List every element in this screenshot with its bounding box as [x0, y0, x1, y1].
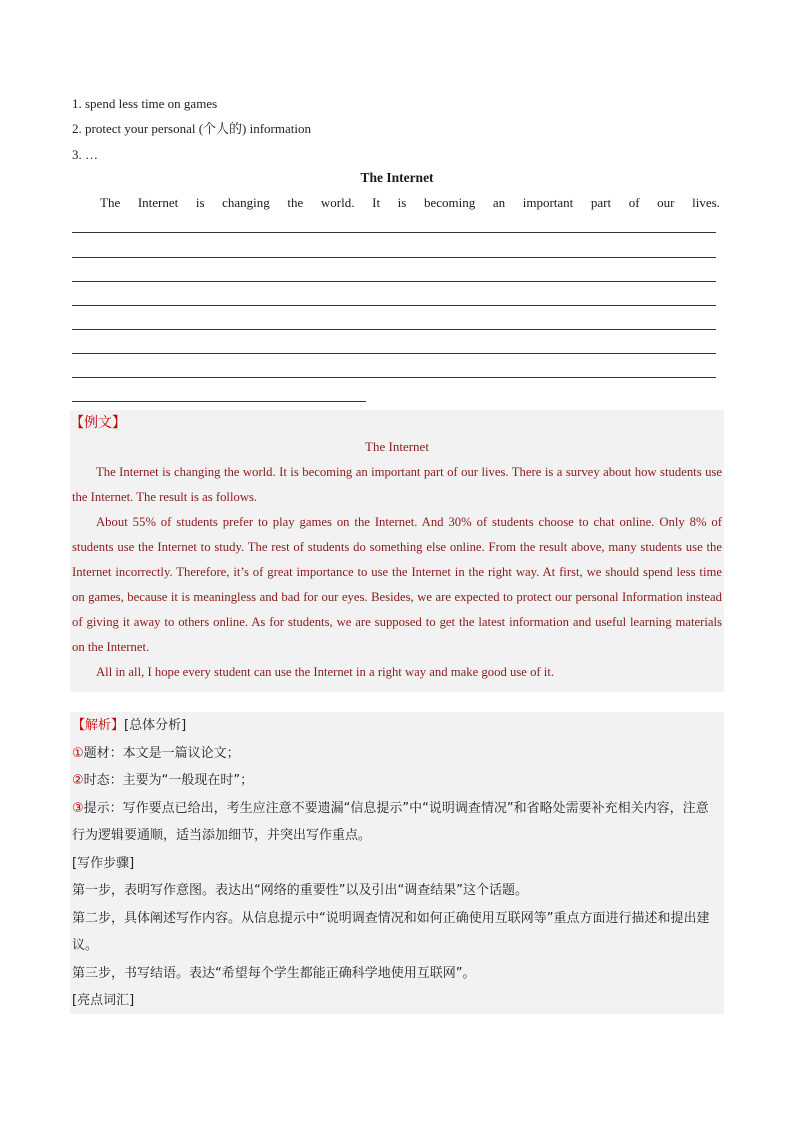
essay-word: an: [492, 195, 506, 210]
writing-line: [72, 353, 716, 354]
essay-word: our: [657, 195, 675, 210]
analysis-heading-row: [70, 712, 724, 740]
point-text: 提示：写作要点已给出，考生应注意不要遗漏“信息提示”中“说明调查情况”和省略处需要补充相关内容，注意行为逻辑要通顺，适当添加细节，并突出写作重点。: [72, 800, 709, 843]
writing-steps-heading: [写作步骤]: [72, 855, 135, 871]
hint-item-3: 3. …: [72, 147, 98, 162]
point-text: 时态：主要为“一般现在时”；: [83, 773, 254, 788]
sample-paragraph-1: The Internet is changing the world. It is becoming an important part of our lives. There is a survey about how students use the Internet. The result is as follows.: [72, 465, 722, 504]
writing-line: [72, 377, 716, 378]
essay-word: world.: [320, 195, 355, 210]
analysis-point-1: [70, 740, 724, 768]
point-marker: ③: [72, 800, 84, 816]
essay-title: The Internet: [360, 170, 434, 185]
sample-heading: 【例文】: [70, 415, 126, 431]
hint-item-2: 2. protect your personal (个人的) information: [72, 121, 311, 136]
essay-first-line: [100, 195, 720, 211]
sample-title: The Internet: [365, 439, 429, 454]
essay-word: is: [195, 195, 205, 210]
overall-analysis-label: [总体分析]: [124, 718, 187, 733]
sample-paragraph-2: About 55% of students prefer to play games on the Internet. And 30% of students choose to chat online. Only 8% of students use the Internet to study. The rest of students do something else online. From the result above, many students use the Internet incorrectly. Therefore, it’s of great importance to use the Internet in the right way. At first, we should spend less time on games, because it is meaningless and bad for our eyes. Besides, we are expected to protect our personal Information instead of giving it away to others online. As for students, we are supposed to get the latest information and useful learning materials on the Internet.: [72, 515, 722, 654]
vocab-heading: [亮点词汇]: [72, 993, 135, 1008]
essay-word: It: [372, 195, 381, 210]
essay-word: of: [628, 195, 640, 210]
point-marker: ②: [72, 773, 84, 788]
writing-step-2: 第二步，具体阐述写作内容。从信息提示中“说明调查情况和如何正确使用互联网等”重点方面进行描述和提出建议。: [72, 910, 710, 953]
writing-line: [72, 401, 366, 402]
essay-word: the: [287, 195, 304, 210]
analysis-heading: 【解析】: [72, 718, 125, 733]
sample-body: [72, 460, 722, 685]
writing-step-1: 第一步，表明写作意图。表达出“网络的重要性”以及引出“调查结果”这个话题。: [72, 883, 528, 898]
essay-word: is: [397, 195, 407, 210]
sample-essay-block: [70, 410, 724, 692]
essay-word: part: [590, 195, 612, 210]
writing-line: [72, 281, 716, 282]
essay-word: Internet: [137, 195, 179, 210]
analysis-block: [70, 712, 724, 1014]
writing-line: [72, 257, 716, 258]
hint-item-1: 1. spend less time on games: [72, 96, 218, 111]
essay-word: lives.: [692, 195, 720, 210]
essay-word: important: [522, 195, 574, 210]
analysis-point-3: [70, 795, 724, 850]
writing-line: [72, 329, 716, 330]
writing-step-3: 第三步，书写结语。表达“希望每个学生都能正确科学地使用互联网”。: [72, 965, 476, 981]
writing-line: [72, 232, 716, 233]
point-marker: ①: [72, 745, 84, 761]
essay-word: The: [100, 195, 121, 210]
point-text: 题材：本文是一篇议论文；: [83, 745, 240, 761]
writing-line: [72, 305, 716, 306]
essay-word: becoming: [423, 195, 476, 210]
sample-paragraph-3: All in all, I hope every student can use the Internet in a right way and make good use of it.: [96, 665, 555, 679]
essay-word: changing: [222, 195, 270, 210]
analysis-point-2: [70, 767, 724, 795]
